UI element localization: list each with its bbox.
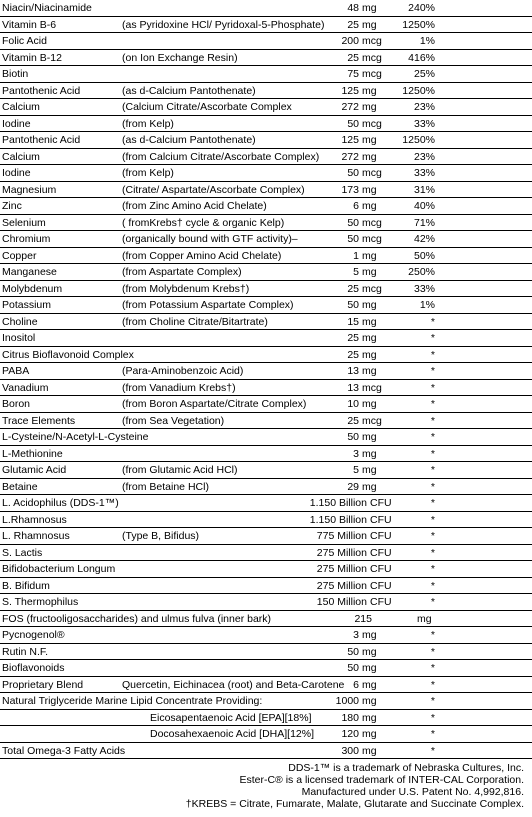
nutrient-row [0,495,532,512]
nutrient-name: L-Methionine [2,447,63,460]
nutrient-row [0,198,532,215]
nutrient-amount: 29 [347,480,359,493]
nutrient-daily-value: 33% [413,117,435,130]
nutrient-row [0,330,532,347]
nutrient-name: Citrus Bioflavonoid Complex [2,348,134,361]
nutrient-amount: 13 [347,381,359,394]
nutrient-row [0,165,532,182]
nutrient-row [0,578,532,595]
nutrient-source: (from Potassium Aspartate Complex) [122,299,294,311]
nutrient-daily-value: 416% [408,51,435,64]
nutrient-amount: 50 [347,233,359,245]
nutrient-daily-value: * [430,645,435,658]
nutrient-amount: 150 Million [316,596,367,608]
nutrient-row [0,380,532,397]
nutrient-name: Betaine [2,480,38,493]
nutrient-name: Calcium [2,101,40,113]
nutrient-source: (from Kelp) [122,167,174,179]
nutrient-name: Manganese [2,266,57,278]
nutrient-unit: mg [362,695,377,707]
nutrient-name: L-Cysteine/N-Acetyl-L-Cysteine [2,431,149,443]
nutrient-unit: mg [362,464,377,476]
nutrient-name: Biotin [2,68,29,80]
nutrient-source: (as Pyridoxine HCl/ Pyridoxal-5-Phosphate) [122,18,325,31]
nutrient-source: (from Zinc Amino Acid Chelate) [122,200,267,212]
nutrient-source: (Type B, Bifidus) [122,530,200,542]
nutrient-unit: mcg [362,233,382,245]
nutrient-name: Trace Elements [2,414,76,427]
nutrient-source: (from Betaine HCl) [122,480,209,493]
nutrient-unit: mg [417,612,432,625]
nutrient-daily-value: 1% [419,35,435,47]
nutrient-source: (from Calcium Citrate/Ascorbate Complex) [122,150,320,163]
nutrient-name: Total Omega-3 Fatty Acids [2,744,126,757]
nutrient-amount: 180 [341,711,359,724]
nutrient-name: Zinc [2,200,22,212]
nutrient-unit: mg [362,645,377,658]
nutrient-row [0,677,532,694]
nutrient-amount: 50 [347,645,359,658]
nutrient-source: (from Glutamic Acid HCl) [122,464,238,476]
nutrient-daily-value: * [430,332,435,344]
nutrient-daily-value: * [430,744,435,757]
nutrient-row [0,215,532,232]
nutrient-row [0,66,532,83]
nutrient-unit: mg [362,728,377,740]
nutrient-daily-value: * [430,513,435,526]
nutrient-name: L. Acidophilus (DDS-1™) [2,497,119,509]
nutrient-row [0,281,532,298]
nutrient-unit: mg [362,711,377,724]
nutrient-name: Potassium [2,299,52,311]
nutrient-name: Pantothenic Acid [2,134,81,146]
nutrient-amount: 3 [353,447,359,460]
nutrient-name: Iodine [2,167,31,179]
nutrient-row [0,83,532,100]
nutrient-amount: 75 [347,68,359,80]
nutrient-row [0,314,532,331]
nutrient-name: Rutin N.F. [2,645,49,658]
nutrient-daily-value: 40% [413,200,435,212]
nutrient-row [0,264,532,281]
nutrient-daily-value: 1250% [402,84,435,97]
nutrient-daily-value: 33% [413,167,435,179]
nutrient-source: (from Copper Amino Acid Chelate) [122,249,282,262]
nutrient-unit: mg [362,398,377,410]
nutrient-daily-value: 42% [413,233,435,245]
nutrient-unit: mg [362,447,377,460]
nutrient-row [0,182,532,199]
nutrient-name: Niacin/Niacinamide [2,2,92,14]
nutrient-name: B. Bifidum [2,579,50,592]
nutrient-unit: mg [362,678,377,691]
nutrient-unit: mg [362,18,377,31]
nutrient-amount: 1000 [335,695,359,707]
nutrient-source: (Para-Aminobenzoic Acid) [122,365,244,377]
nutrient-daily-value: * [430,711,435,724]
nutrient-daily-value: 31% [413,183,435,196]
nutrient-name: Proprietary Blend [2,678,84,691]
nutrient-unit: mg [362,348,377,361]
nutrient-row [0,413,532,430]
nutrient-amount: 50 [347,117,359,130]
nutrient-amount: 275 Million [316,563,367,575]
nutrient-daily-value: 23% [413,101,435,113]
nutrient-daily-value: * [430,431,435,443]
nutrient-source: (from Vanadium Krebs†) [122,381,236,394]
nutrient-unit: mg [362,266,377,278]
nutrient-name: Folic Acid [2,35,47,47]
nutrient-daily-value: 1% [419,299,435,311]
nutrient-amount: 25 [347,414,359,427]
nutrient-amount: 25 [347,282,359,295]
nutrient-source: (on Ion Exchange Resin) [122,51,238,64]
nutrient-amount: 50 [347,216,359,229]
nutrient-name: Inositol [2,332,36,344]
footnote: DDS-1™ is a trademark of Nebraska Cultures, Inc. [288,762,524,774]
nutrient-unit: mg [362,299,377,311]
nutrient-amount: 10 [347,398,359,410]
nutrient-unit: mg [362,134,377,146]
nutrient-amount: 275 Million [316,579,367,592]
nutrient-amount: 13 [347,365,359,377]
nutrient-row [0,726,532,743]
nutrient-amount: 50 [347,431,359,443]
nutrient-amount: 6 [353,678,359,691]
nutrient-name: Vanadium [2,381,49,394]
nutrient-unit: CFU [370,596,392,608]
nutrient-source: (as d-Calcium Pantothenate) [122,134,256,146]
nutrient-amount: 775 Million [316,530,367,542]
nutrient-name: Glutamic Acid [2,464,67,476]
nutrient-amount: 173 [341,183,359,196]
nutrient-daily-value: * [430,678,435,691]
nutrient-unit: mcg [362,414,382,427]
nutrient-row [0,644,532,661]
nutrient-daily-value: 25% [413,68,435,80]
nutrient-row [0,594,532,611]
nutrient-row [0,611,532,628]
nutrient-name: S. Lactis [2,546,43,559]
nutrient-row [0,627,532,644]
nutrient-unit: CFU [370,497,392,509]
nutrient-name: Boron [2,398,31,410]
nutrient-unit: mcg [362,51,382,64]
nutrient-source: (Citrate/ Aspartate/Ascorbate Complex) [122,183,305,196]
nutrient-amount: 215 [354,612,372,625]
nutrient-row [0,396,532,413]
nutrient-row [0,363,532,380]
nutrient-daily-value: * [430,563,435,575]
nutrient-source: (from Choline Citrate/Bitartrate) [122,315,268,328]
nutrient-amount: 3 [353,629,359,641]
nutrient-unit: mg [362,431,377,443]
nutrient-name: Vitamin B-12 [2,51,62,64]
nutrient-unit: mg [362,629,377,641]
nutrient-source: Docosahexaenoic Acid [DHA][12%] [150,728,315,740]
nutrient-row [0,149,532,166]
nutrient-row [0,347,532,364]
nutrient-amount: 200 [341,35,359,47]
nutrient-name: Vitamin B-6 [2,18,57,31]
nutrient-row [0,429,532,446]
nutrient-row [0,528,532,545]
nutrient-unit: mg [362,84,377,97]
nutrient-row [0,561,532,578]
nutrient-daily-value: * [430,315,435,328]
nutrient-source: (Calcium Citrate/Ascorbate Complex [122,101,292,113]
nutrient-daily-value: * [430,728,435,740]
nutrient-amount: 25 [347,18,359,31]
nutrient-unit: mg [362,315,377,328]
nutrient-daily-value: * [430,629,435,641]
nutrient-amount: 5 [353,266,359,278]
nutrient-daily-value: * [430,464,435,476]
nutrient-row [0,710,532,727]
nutrient-row [0,132,532,149]
footnotes [0,762,532,810]
nutrient-amount: 1.150 Billion [309,513,367,526]
nutrient-amount: 125 [341,134,359,146]
nutrient-amount: 6 [353,200,359,212]
nutrient-daily-value: 240% [408,2,435,14]
nutrient-unit: mcg [362,282,382,295]
nutrient-daily-value: * [430,530,435,542]
nutrient-daily-value: * [430,662,435,674]
nutrient-unit: CFU [370,513,392,526]
nutrient-name: Pycnogenol® [2,629,65,641]
footnote: Manufactured under U.S. Patent No. 4,992,816. [301,786,524,798]
nutrient-row [0,99,532,116]
nutrient-name: Chromium [2,233,51,245]
nutrient-daily-value: * [430,497,435,509]
nutrient-amount: 125 [341,84,359,97]
nutrient-amount: 25 [347,332,359,344]
nutrient-daily-value: 250% [408,266,435,278]
nutrient-row [0,248,532,265]
nutrient-row [0,446,532,463]
nutrient-source: (from Boron Aspartate/Citrate Complex) [122,398,307,410]
nutrient-unit: mg [362,744,377,757]
nutrient-row [0,660,532,677]
nutrient-unit: mcg [362,35,382,47]
nutrient-unit: mg [362,150,377,163]
nutrient-daily-value: * [430,398,435,410]
nutrient-row [0,693,532,710]
nutrient-unit: mg [362,662,377,674]
nutrient-row [0,297,532,314]
nutrient-source: (from Aspartate Complex) [122,266,242,278]
nutrient-row [0,512,532,529]
nutrient-unit: mg [362,249,377,262]
nutrient-amount: 50 [347,167,359,179]
nutrient-daily-value: * [430,695,435,707]
nutrient-unit: CFU [370,579,392,592]
nutrient-daily-value: 1250% [402,18,435,31]
nutrient-name: Iodine [2,117,31,130]
nutrient-unit: mcg [362,216,382,229]
nutrient-amount: 272 [341,150,359,163]
nutrient-amount: 120 [341,728,359,740]
nutrient-amount: 1 [353,249,359,262]
nutrient-unit: mcg [362,381,382,394]
footnote: Ester-C® is a licensed trademark of INTER-CAL Corporation. [239,774,524,786]
nutrient-daily-value: 1250% [402,134,435,146]
nutrient-row [0,0,532,17]
nutrient-row [0,17,532,34]
nutrient-daily-value: * [430,381,435,394]
nutrient-name: Pantothenic Acid [2,84,81,97]
nutrient-name: FOS (fructooligosaccharides) and ulmus fulva (inner bark) [2,612,272,625]
nutrient-row [0,116,532,133]
nutrient-unit: mcg [362,117,382,130]
nutrient-daily-value: 71% [413,216,435,229]
nutrient-row [0,479,532,496]
nutrient-unit: mg [362,365,377,377]
nutrient-source: (as d-Calcium Pantothenate) [122,84,256,97]
nutrient-row [0,231,532,248]
nutrient-name: Selenium [2,216,46,229]
nutrient-row [0,743,532,760]
nutrient-amount: 272 [341,101,359,113]
nutrient-amount: 50 [347,299,359,311]
nutrient-amount: 300 [341,744,359,757]
nutrient-unit: mg [362,332,377,344]
footnote: †KREBS = Citrate, Fumarate, Malate, Glutarate and Succinate Complex. [185,798,524,810]
nutrient-name: Molybdenum [2,282,63,295]
nutrient-name: Natural Triglyceride Marine Lipid Concentrate Providing: [2,695,263,707]
nutrient-unit: CFU [370,563,392,575]
nutrient-amount: 1.150 Billion [309,497,367,509]
nutrient-unit: mg [362,101,377,113]
nutrient-row [0,50,532,67]
nutrient-daily-value: 33% [413,282,435,295]
nutrient-daily-value: * [430,414,435,427]
nutrient-amount: 15 [347,315,359,328]
nutrient-amount: 48 [347,2,359,14]
nutrient-amount: 25 [347,348,359,361]
nutrient-name: L. Rhamnosus [2,530,70,542]
nutrient-name: Calcium [2,150,40,163]
nutrient-daily-value: * [430,447,435,460]
nutrient-name: Bifidobacterium Longum [2,563,116,575]
nutrient-source: ( fromKrebs† cycle & organic Kelp) [122,216,285,229]
nutrient-amount: 5 [353,464,359,476]
nutrient-name: PABA [2,365,30,377]
nutrient-unit: mg [362,183,377,196]
nutrient-daily-value: * [430,480,435,493]
nutrient-source: Quercetin, Eichinacea (root) and Beta-Carotene [122,678,345,691]
nutrient-unit: mg [362,2,377,14]
nutrient-daily-value: * [430,596,435,608]
nutrient-amount: 275 Million [316,546,367,559]
nutrient-source: Eicosapentaenoic Acid [EPA][18%] [150,711,312,724]
nutrient-name: Bioflavonoids [2,662,65,674]
nutrient-daily-value: 23% [413,150,435,163]
nutrient-daily-value: * [430,579,435,592]
nutrient-unit: mg [362,480,377,493]
nutrient-name: Magnesium [2,183,57,196]
nutrient-source: (from Kelp) [122,117,174,130]
nutrient-amount: 25 [347,51,359,64]
nutrient-unit: mcg [362,68,382,80]
nutrient-row [0,545,532,562]
nutrient-unit: mg [362,200,377,212]
nutrient-unit: mcg [362,167,382,179]
nutrient-amount: 50 [347,662,359,674]
nutrient-name: L.Rhamnosus [2,513,67,526]
nutrient-source: (from Sea Vegetation) [122,414,225,427]
nutrient-daily-value: * [430,546,435,559]
nutrient-unit: CFU [370,530,392,542]
nutrient-daily-value: * [430,365,435,377]
nutrient-daily-value: * [430,348,435,361]
nutrient-row [0,33,532,50]
nutrient-name: Copper [2,249,37,262]
nutrient-daily-value: 50% [413,249,435,262]
nutrient-source: (organically bound with GTF activity)– [122,233,298,245]
nutrient-name: Choline [2,315,38,328]
nutrient-name: S. Thermophilus [2,596,79,608]
nutrient-row [0,462,532,479]
nutrient-source: (from Molybdenum Krebs†) [122,282,250,295]
nutrient-unit: CFU [370,546,392,559]
